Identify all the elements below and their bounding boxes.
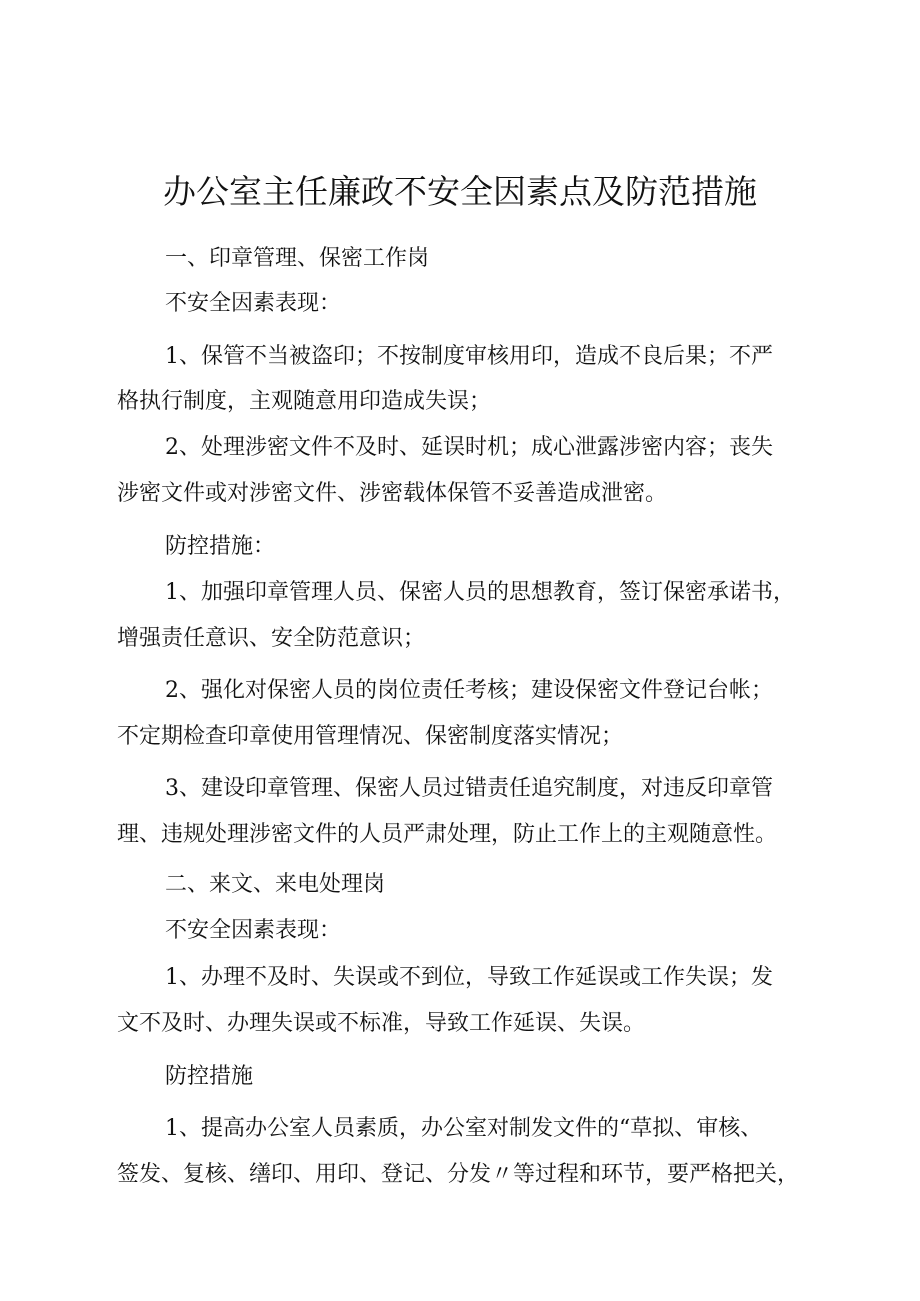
paragraph-line: 1、加强印章管理人员、保密人员的思想教育，签订保密承诺书，	[165, 580, 795, 605]
subheading-risks-2: 不安全因素表现：	[165, 918, 342, 943]
document-title: 办公室主任廉政不安全因素点及防范措施	[163, 172, 757, 211]
paragraph-line: 3、建设印章管理、保密人员过错责任追究制度，对违反印章管	[165, 776, 773, 801]
paragraph-line: 文不及时、办理失误或不标准，导致工作延误、失误。	[117, 1011, 646, 1036]
paragraph-line: 理、违规处理涉密文件的人员严肃处理，防止工作上的主观随意性。	[117, 822, 778, 847]
paragraph-line: 不定期检查印章使用管理情况、保密制度落实情况；	[117, 724, 624, 749]
subheading-measures-1: 防控措施：	[165, 534, 276, 559]
section-heading-2: 二、来文、来电处理岗	[165, 872, 386, 897]
paragraph-line: 增强责任意识、安全防范意识；	[117, 626, 426, 651]
paragraph-line: 涉密文件或对涉密文件、涉密载体保管不妥善造成泄密。	[117, 481, 668, 506]
paragraph-line: 2、强化对保密人员的岗位责任考核；建设保密文件登记台帐；	[165, 678, 773, 703]
paragraph-line: 签发、复核、缮印、用印、登记、分发〃等过程和环节，要严格把关，	[117, 1162, 800, 1187]
paragraph-line: 格执行制度，主观随意用印造成失误；	[117, 389, 492, 414]
section-heading-1: 一、印章管理、保密工作岗	[165, 246, 430, 271]
paragraph-line: 1、办理不及时、失误或不到位，导致工作延误或工作失误；发	[165, 965, 773, 990]
subheading-risks-1: 不安全因素表现：	[165, 291, 342, 316]
paragraph-line: 1、提高办公室人员素质，办公室对制发文件的“草拟、审核、	[165, 1116, 763, 1141]
subheading-measures-2: 防控措施	[165, 1064, 254, 1089]
paragraph-line: 1、保管不当被盗印；不按制度审核用印，造成不良后果；不严	[165, 344, 773, 369]
paragraph-line: 2、处理涉密文件不及时、延误时机；成心泄露涉密内容；丧失	[165, 435, 773, 460]
